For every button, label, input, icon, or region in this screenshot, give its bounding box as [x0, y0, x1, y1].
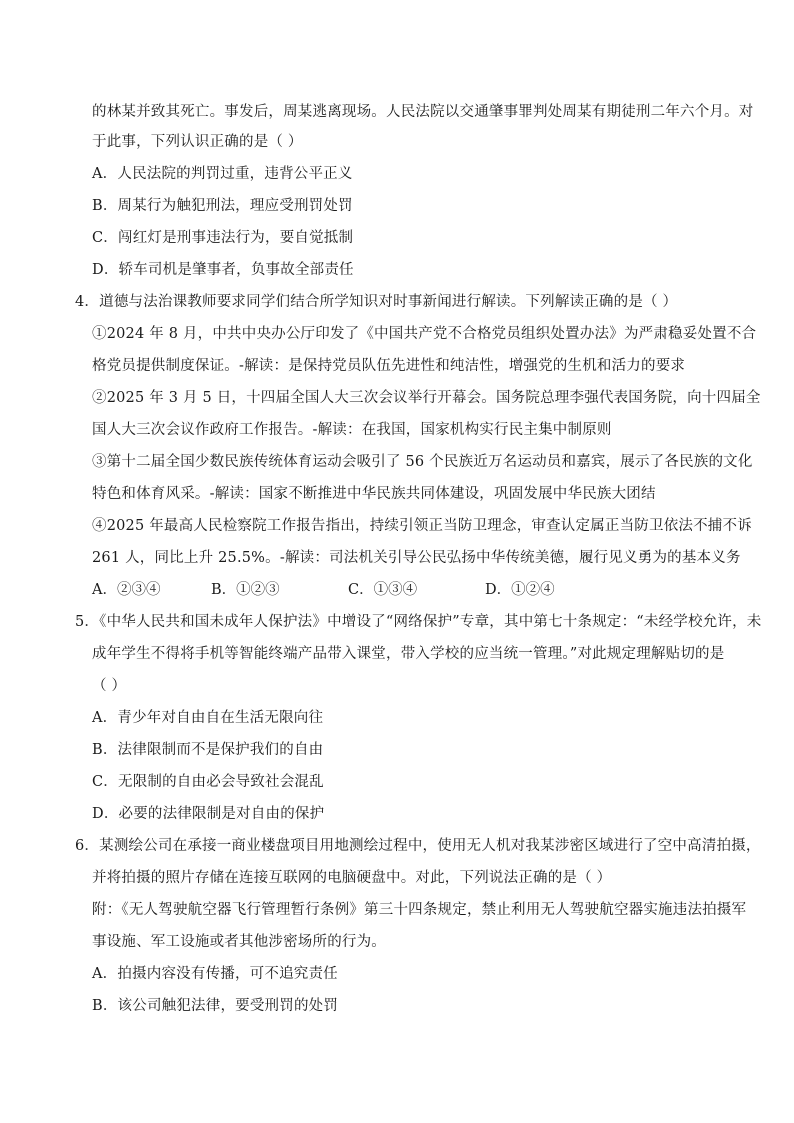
- q4-option-d: D．①②④: [485, 582, 555, 598]
- q6-stem-line1: 6．某测绘公司在承接一商业楼盘项目用地测绘过程中，使用无人机对我某涉密区域进行了空中高清拍摄，: [75, 838, 761, 854]
- q4-item-4-line1: ④2025 年最高人民检察院工作报告指出，持续引领正当防卫理念，审查认定属正当防卫依法不捕不诉: [92, 518, 752, 534]
- q5-answer-blank: （ ）: [92, 678, 127, 694]
- q4-item-1-line1: ①2024 年 8 月，中共中央办公厅印发了《中国共产党不合格党员组织处置办法》为严肃稳妥处置不合: [92, 326, 757, 342]
- q6-option-b: B．该公司触犯法律，要受刑罚的处罚: [92, 998, 339, 1014]
- q3-option-a: A．人民法院的判罚过重，违背公平正义: [92, 166, 353, 182]
- q4-item-1-line2: 格党员提供制度保证。-解读：是保持党员队伍先进性和纯洁性，增强党的生机和活力的要求: [92, 358, 686, 374]
- q4-item-3-line2: 特色和体育风采。-解读：国家不断推进中华民族共同体建设，巩固发展中华民族大团结: [92, 486, 656, 502]
- q6-option-a: A．拍摄内容没有传播，可不追究责任: [92, 966, 338, 982]
- q3-stem-end: 于此事，下列认识正确的是（ ）: [92, 134, 303, 150]
- q6-note-line2: 事设施、军工设施或者其他涉密场所的行为。: [92, 934, 386, 950]
- q5-option-d: D．必要的法律限制是对自由的保护: [92, 806, 325, 822]
- q4-option-b: B．①②③: [211, 582, 280, 598]
- q3-option-d: D．轿车司机是肇事者，负事故全部责任: [92, 262, 354, 278]
- q3-option-c: C．闯红灯是刑事违法行为，要自觉抵制: [92, 230, 354, 246]
- q6-stem-line2: 并将拍摄的照片存储在连接互联网的电脑硬盘中。对此，下列说法正确的是（ ）: [92, 870, 612, 886]
- q4-item-3-line1: ③第十二届全国少数民族传统体育运动会吸引了 56 个民族近万名运动员和嘉宾，展示了各民族的文化: [92, 454, 753, 470]
- q5-stem-line1: 5．《中华人民共和国未成年人保护法》中增设了“网络保护”专章，其中第七十条规定：“未经学校允许，未: [75, 614, 762, 630]
- q4-option-c: C．①③④: [348, 582, 418, 598]
- q5-option-b: B．法律限制而不是保护我们的自由: [92, 742, 324, 758]
- q4-item-4-line2: 261 人，同比上升 25.5%。-解读：司法机关引导公民弘扬中华传统美德，履行见义勇为的基本义务: [92, 550, 741, 566]
- q4-item-2-line1: ②2025 年 3 月 5 日，十四届全国人大三次会议举行开幕会。国务院总理李强代表国务院，向十四届全: [92, 390, 761, 406]
- q3-stem-continuation: 的林某并致其死亡。事发后，周某逃离现场。人民法院以交通肇事罪判处周某有期徒刑二年六个月。对: [92, 104, 754, 120]
- q6-note-line1: 附：《无人驾驶航空器飞行管理暂行条例》第三十四条规定，禁止利用无人驾驶航空器实施违法拍摄军: [92, 902, 747, 918]
- q5-option-c: C．无限制的自由必会导致社会混乱: [92, 774, 324, 790]
- q5-option-a: A．青少年对自由自在生活无限向往: [92, 710, 324, 726]
- q4-option-a: A．②③④: [92, 582, 161, 598]
- q4-stem: 4．道德与法治课教师要求同学们结合所学知识对时事新闻进行解读。下列解读正确的是（ ）: [75, 294, 678, 310]
- q3-option-b: B．周某行为触犯刑法，理应受刑罚处罚: [92, 198, 353, 214]
- q5-stem-line2: 成年学生不得将手机等智能终端产品带入课堂，带入学校的应当统一管理。”对此规定理解贴切的是: [92, 646, 725, 662]
- q4-item-2-line2: 国人大三次会议作政府工作报告。-解读：在我国，国家机构实行民主集中制原则: [92, 422, 612, 438]
